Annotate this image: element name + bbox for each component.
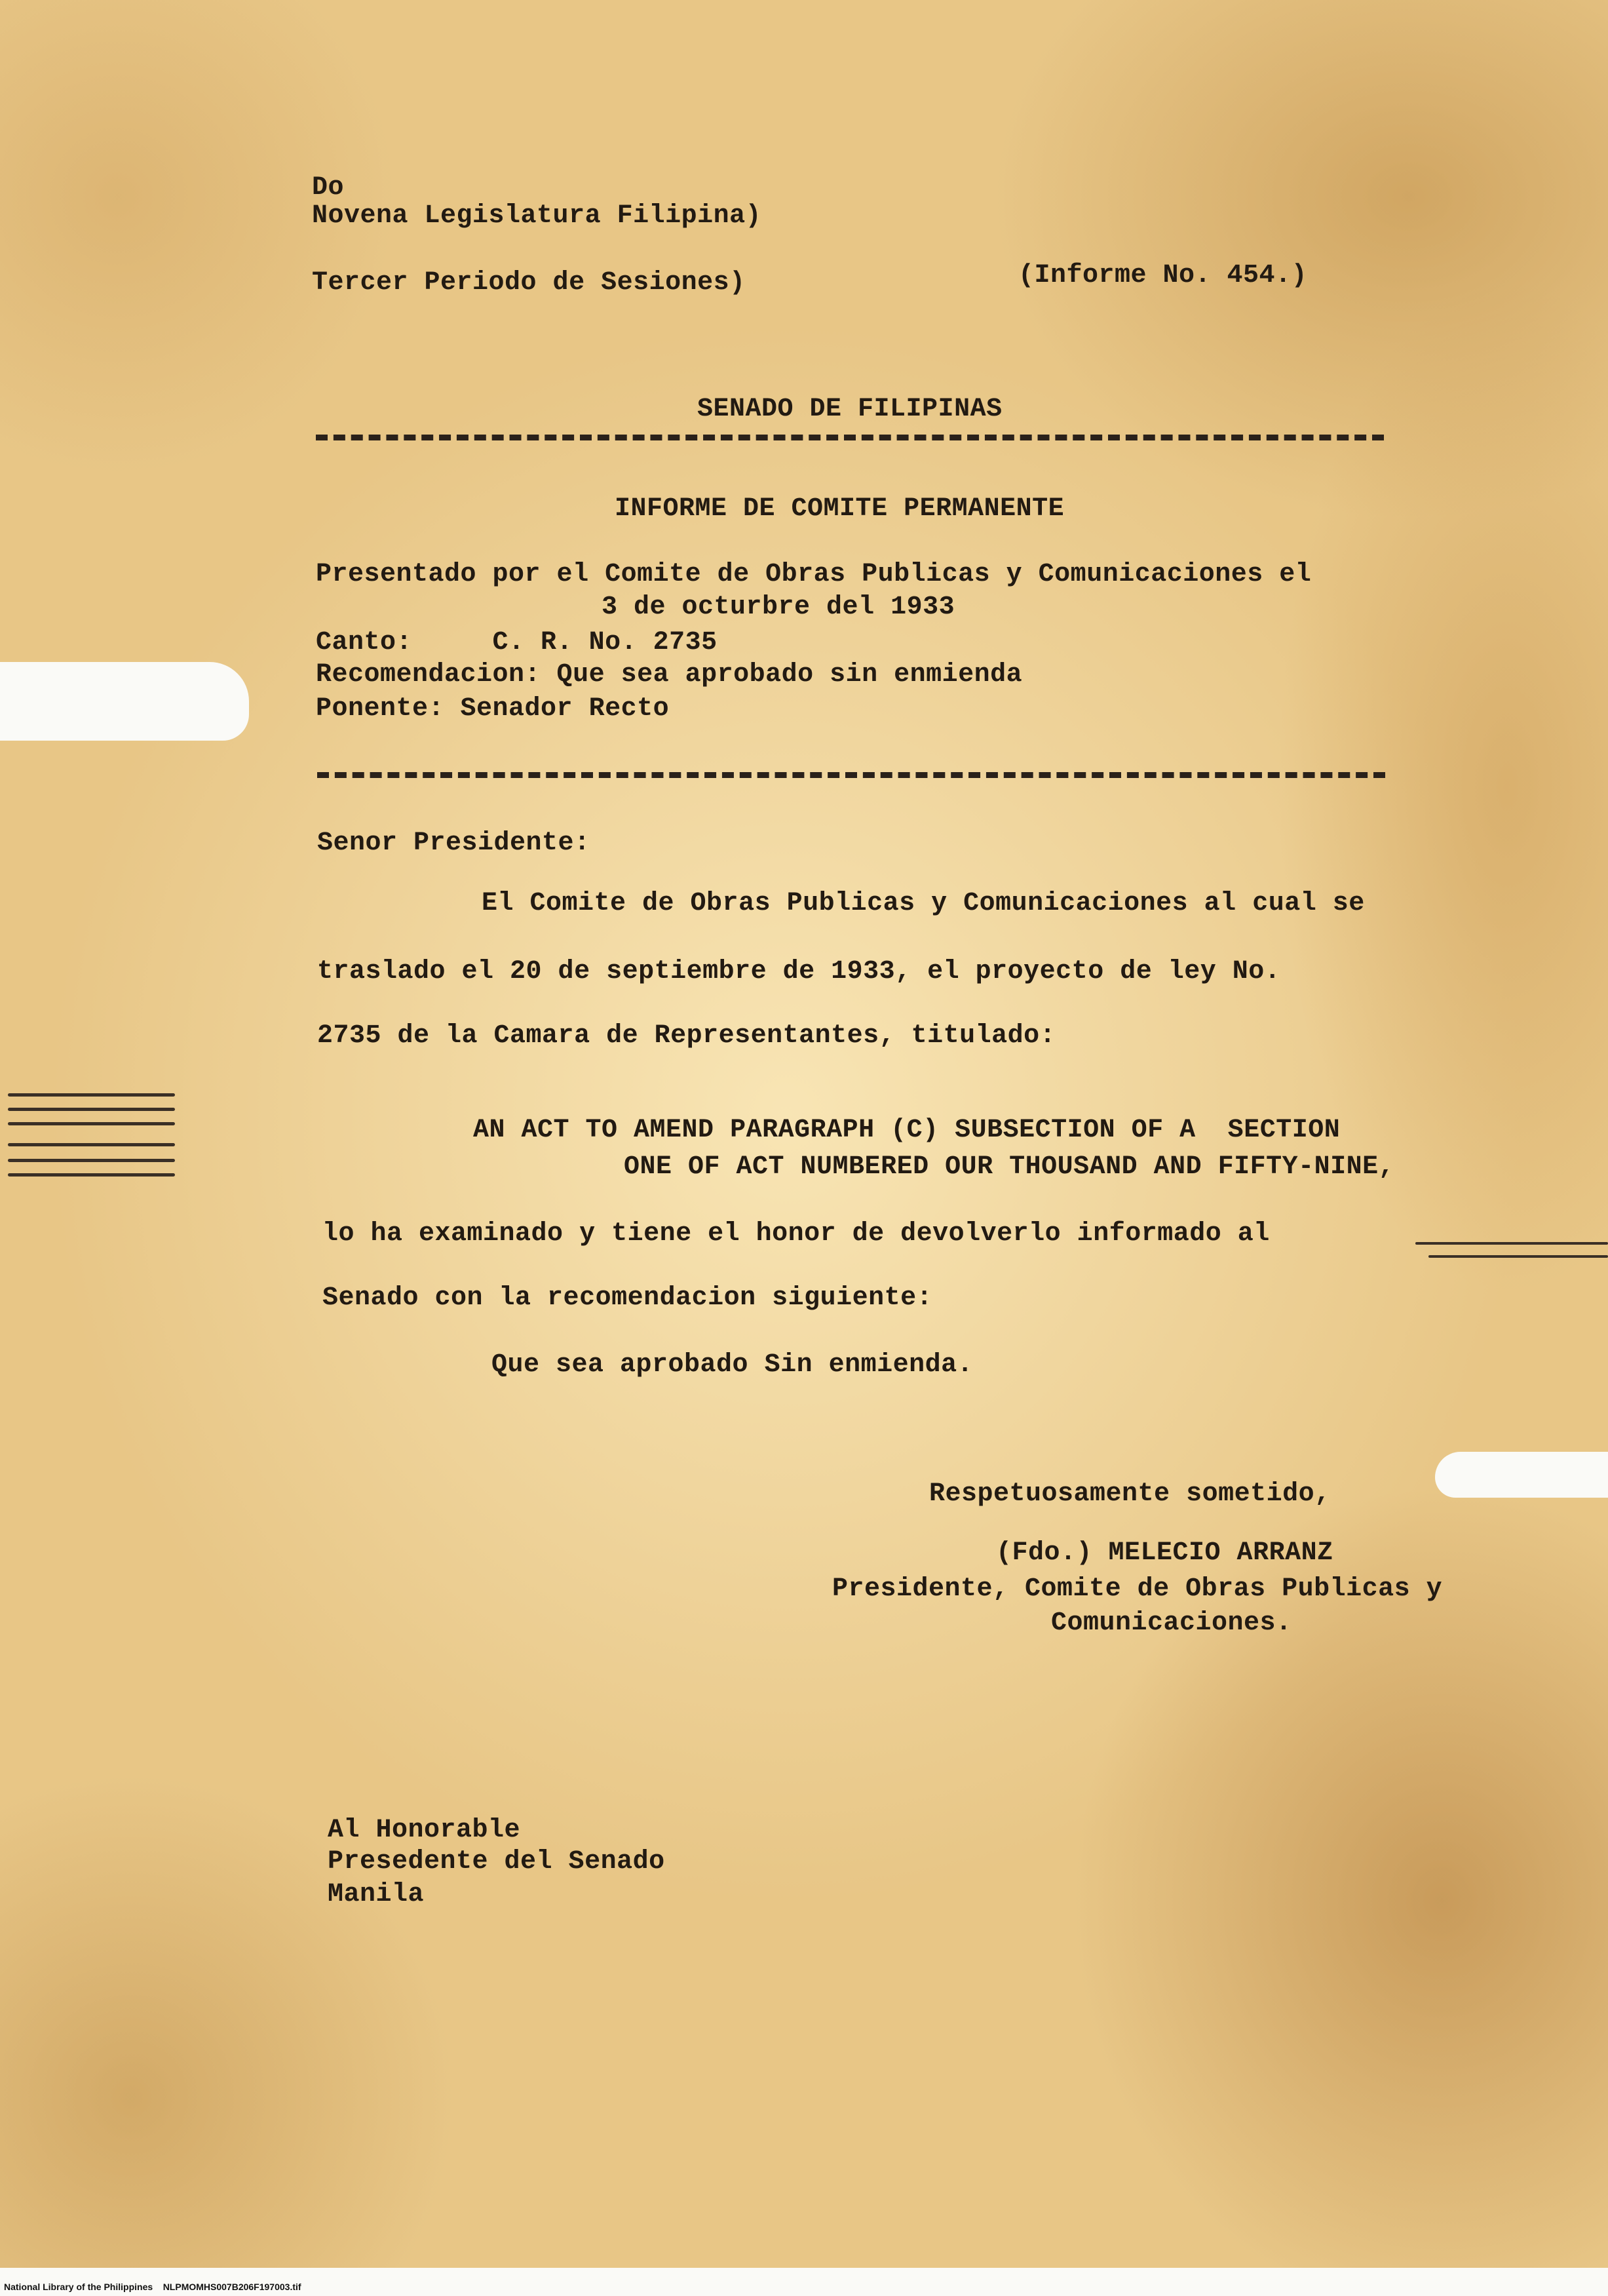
closing-position-1: Presidente, Comite de Obras Publicas y [832,1574,1443,1604]
margin-mark [8,1108,175,1111]
closing-signed: (Fdo.) MELECIO ARRANZ [996,1538,1333,1568]
header-legislature: Novena Legislatura Filipina) [312,201,762,231]
margin-mark [8,1159,175,1162]
sponsor-line: Ponente: Senador Recto [316,694,670,724]
header-do: Do [312,173,345,203]
closing-respectfully: Respetuosamente sometido, [929,1479,1331,1509]
addressee-line-3: Manila [328,1880,425,1909]
paragraph-1-line-3: 2735 de la Camara de Representantes, titulado: [317,1021,1056,1051]
divider-bottom [317,772,1385,785]
presented-line: Presentado por el Comite de Obras Publicas y Comunicaciones el [316,560,1312,589]
margin-mark [8,1122,175,1125]
paragraph-2-line-1: lo ha examinado y tiene el honor de devolverlo informado al [322,1219,1270,1249]
presented-date: 3 de octurbre del 1933 [602,593,955,622]
salutation: Senor Presidente: [317,828,590,858]
paragraph-2-line-2: Senado con la recomendacion siguiente: [322,1283,933,1313]
act-title-line-1: AN ACT TO AMEND PARAGRAPH (C) SUBSECTION OF A SECTION [473,1116,1341,1145]
divider-top [316,435,1384,447]
margin-mark [1428,1255,1608,1258]
canto-line: Canto: C. R. No. 2735 [316,628,718,657]
paragraph-1-line-2: traslado el 20 de septiembre de 1933, el proyecto de ley No. [317,957,1281,986]
addressee-line-2: Presedente del Senado [328,1847,665,1877]
header-period: Tercer Periodo de Sesiones) [312,268,746,298]
header-report-number: (Informe No. 454.) [1018,261,1308,290]
closing-position-2: Comunicaciones. [1051,1608,1292,1638]
page-title: SENADO DE FILIPINAS [697,395,1003,424]
act-title-line-2: ONE OF ACT NUMBERED OUR THOUSAND AND FIFTY-NINE, [624,1152,1395,1182]
recommendation-line: Recomendacion: Que sea aprobado sin enmienda [316,660,1023,690]
margin-mark [8,1143,175,1146]
margin-mark [8,1093,175,1097]
tear-left [0,662,249,741]
recommendation-text: Que sea aprobado Sin enmienda. [491,1350,974,1380]
footer-credit: National Library of the Philippines NLPMOMHS007B206F197003.tif [4,2282,301,2292]
tear-right [1435,1452,1608,1498]
paragraph-1-line-1: El Comite de Obras Publicas y Comunicaciones al cual se [482,889,1365,918]
margin-mark [1415,1242,1608,1245]
addressee-line-1: Al Honorable [328,1816,521,1845]
page-subtitle: INFORME DE COMITE PERMANENTE [615,494,1065,524]
margin-mark [8,1173,175,1177]
